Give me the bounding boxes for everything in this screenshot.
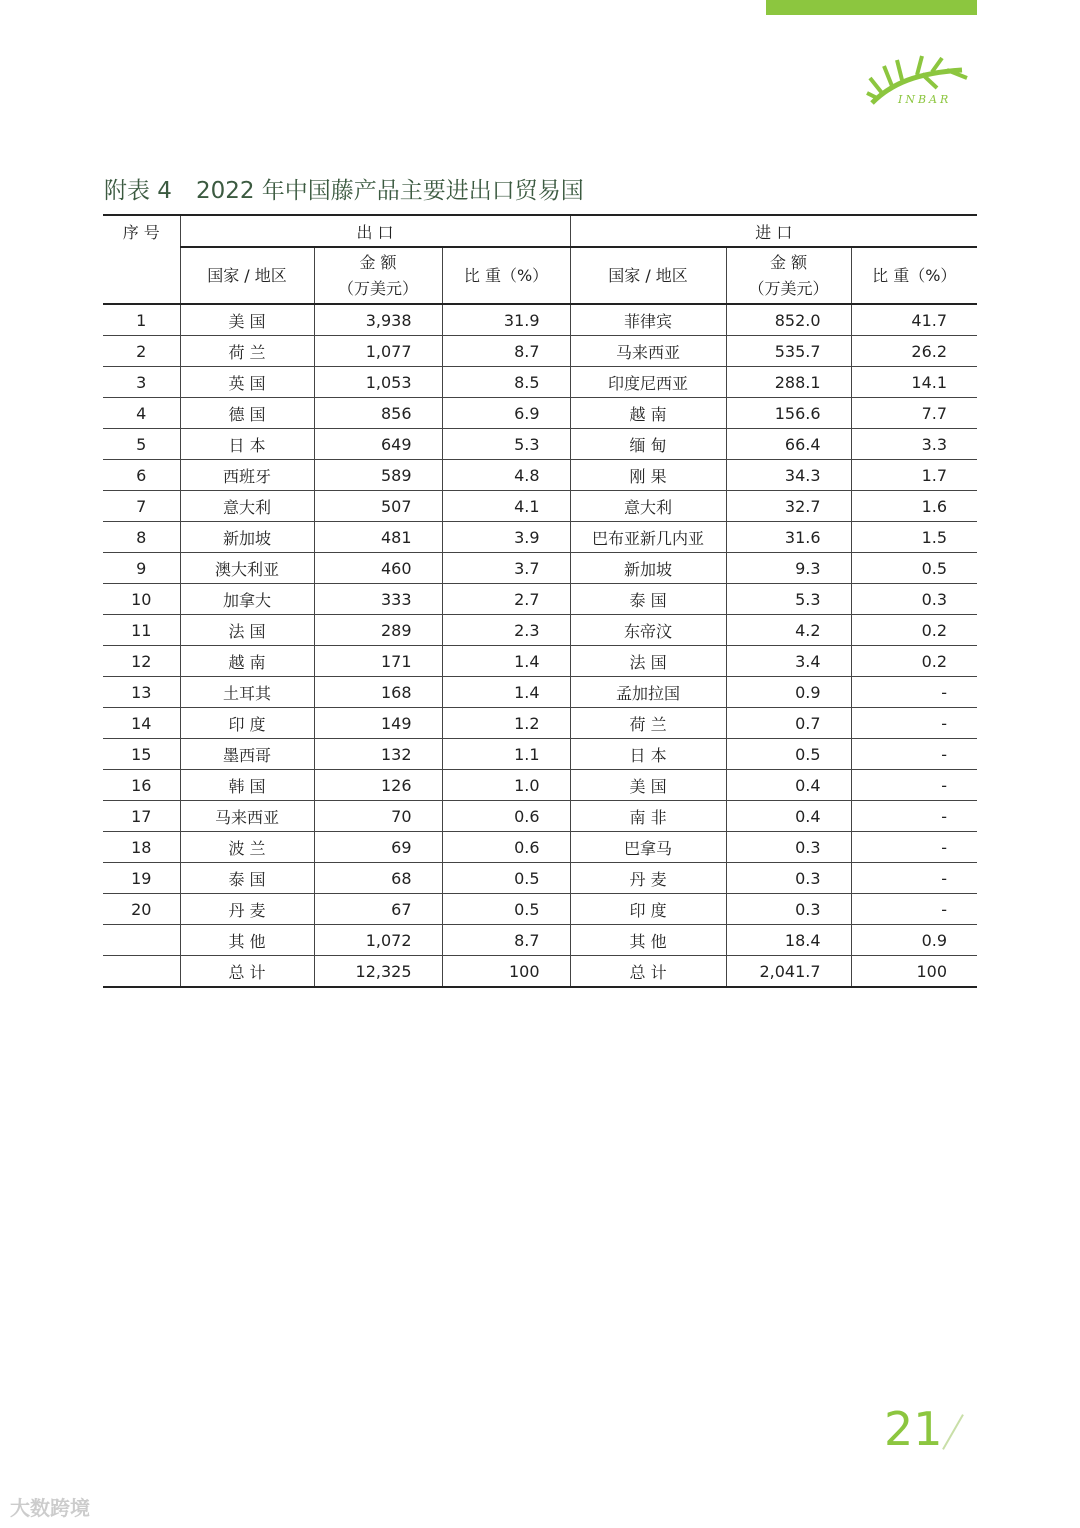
import-amount: 18.4 xyxy=(726,925,851,956)
table-row xyxy=(103,925,977,956)
header-export-share: 比 重（%） xyxy=(442,247,570,304)
export-share: 31.9 xyxy=(442,304,570,336)
table-row xyxy=(103,304,977,336)
import-share: - xyxy=(851,708,977,739)
export-country: 日 本 xyxy=(180,429,314,460)
table-row xyxy=(103,491,977,522)
export-share: 0.6 xyxy=(442,832,570,863)
table-row xyxy=(103,863,977,894)
header-export: 出 口 xyxy=(180,215,570,247)
table-row xyxy=(103,367,977,398)
import-share: - xyxy=(851,863,977,894)
export-share: 100 xyxy=(442,956,570,988)
import-share: 41.7 xyxy=(851,304,977,336)
import-country: 印 度 xyxy=(570,894,726,925)
import-amount: 0.7 xyxy=(726,708,851,739)
row-index: 9 xyxy=(103,553,180,584)
table-row xyxy=(103,832,977,863)
import-amount: 9.3 xyxy=(726,553,851,584)
import-share: 1.5 xyxy=(851,522,977,553)
import-share: 0.2 xyxy=(851,646,977,677)
import-amount: 66.4 xyxy=(726,429,851,460)
header-index: 序 号 xyxy=(103,215,180,304)
export-country: 德 国 xyxy=(180,398,314,429)
header-import-share: 比 重（%） xyxy=(851,247,977,304)
export-share: 2.3 xyxy=(442,615,570,646)
import-amount: 31.6 xyxy=(726,522,851,553)
row-index xyxy=(103,925,180,956)
import-share: - xyxy=(851,677,977,708)
import-country: 荷 兰 xyxy=(570,708,726,739)
export-share: 8.7 xyxy=(442,925,570,956)
export-amount: 3,938 xyxy=(314,304,442,336)
import-amount: 535.7 xyxy=(726,336,851,367)
import-share: - xyxy=(851,894,977,925)
export-country: 美 国 xyxy=(180,304,314,336)
export-amount: 171 xyxy=(314,646,442,677)
export-country: 韩 国 xyxy=(180,770,314,801)
export-amount: 333 xyxy=(314,584,442,615)
table-row xyxy=(103,708,977,739)
export-amount: 1,053 xyxy=(314,367,442,398)
import-amount: 0.4 xyxy=(726,801,851,832)
import-share: 7.7 xyxy=(851,398,977,429)
table-row xyxy=(103,677,977,708)
table-row xyxy=(103,584,977,615)
row-index: 5 xyxy=(103,429,180,460)
export-country: 泰 国 xyxy=(180,863,314,894)
logo-text: INBAR xyxy=(898,93,952,106)
table-row xyxy=(103,522,977,553)
row-index xyxy=(103,956,180,988)
export-share: 1.4 xyxy=(442,646,570,677)
trade-table xyxy=(103,214,977,988)
import-amount: 0.3 xyxy=(726,832,851,863)
import-amount: 0.4 xyxy=(726,770,851,801)
export-country: 加拿大 xyxy=(180,584,314,615)
import-country: 印度尼西亚 xyxy=(570,367,726,398)
import-share: 3.3 xyxy=(851,429,977,460)
table-row xyxy=(103,956,977,988)
export-share: 4.1 xyxy=(442,491,570,522)
row-index: 13 xyxy=(103,677,180,708)
row-index: 7 xyxy=(103,491,180,522)
export-country: 丹 麦 xyxy=(180,894,314,925)
export-country: 荷 兰 xyxy=(180,336,314,367)
import-country: 菲律宾 xyxy=(570,304,726,336)
row-index: 12 xyxy=(103,646,180,677)
import-country: 马来西亚 xyxy=(570,336,726,367)
row-index: 14 xyxy=(103,708,180,739)
table-row xyxy=(103,398,977,429)
import-amount: 0.5 xyxy=(726,739,851,770)
page-slash-decoration xyxy=(942,1414,964,1450)
export-amount: 481 xyxy=(314,522,442,553)
import-country: 总 计 xyxy=(570,956,726,988)
table-row xyxy=(103,801,977,832)
export-country: 新加坡 xyxy=(180,522,314,553)
header-import-amount: 金 额 （万美元） xyxy=(726,247,851,304)
export-country: 马来西亚 xyxy=(180,801,314,832)
import-amount: 2,041.7 xyxy=(726,956,851,988)
export-share: 0.5 xyxy=(442,894,570,925)
export-amount: 68 xyxy=(314,863,442,894)
export-share: 1.4 xyxy=(442,677,570,708)
import-country: 巴布亚新几内亚 xyxy=(570,522,726,553)
export-country: 土耳其 xyxy=(180,677,314,708)
row-index: 15 xyxy=(103,739,180,770)
header-import: 进 口 xyxy=(570,215,977,247)
export-amount: 649 xyxy=(314,429,442,460)
row-index: 10 xyxy=(103,584,180,615)
import-amount: 156.6 xyxy=(726,398,851,429)
row-index: 17 xyxy=(103,801,180,832)
row-index: 6 xyxy=(103,460,180,491)
export-share: 2.7 xyxy=(442,584,570,615)
import-share: - xyxy=(851,801,977,832)
import-share: 0.2 xyxy=(851,615,977,646)
export-amount: 460 xyxy=(314,553,442,584)
import-amount: 34.3 xyxy=(726,460,851,491)
row-index: 8 xyxy=(103,522,180,553)
table-row xyxy=(103,336,977,367)
import-share: - xyxy=(851,770,977,801)
import-amount: 32.7 xyxy=(726,491,851,522)
export-country: 墨西哥 xyxy=(180,739,314,770)
export-amount: 507 xyxy=(314,491,442,522)
import-amount: 4.2 xyxy=(726,615,851,646)
import-country: 泰 国 xyxy=(570,584,726,615)
table-caption: 2022 年中国藤产品主要进出口贸易国 xyxy=(195,178,584,204)
export-amount: 132 xyxy=(314,739,442,770)
watermark: 大数跨境 xyxy=(10,1496,90,1520)
export-country: 澳大利亚 xyxy=(180,553,314,584)
page-number: 21 xyxy=(884,1402,943,1456)
import-share: 26.2 xyxy=(851,336,977,367)
import-country: 法 国 xyxy=(570,646,726,677)
export-share: 0.6 xyxy=(442,801,570,832)
import-amount: 3.4 xyxy=(726,646,851,677)
table-row xyxy=(103,460,977,491)
export-country: 意大利 xyxy=(180,491,314,522)
export-amount: 12,325 xyxy=(314,956,442,988)
table-row xyxy=(103,770,977,801)
table-title xyxy=(104,172,608,205)
row-index: 2 xyxy=(103,336,180,367)
import-country: 新加坡 xyxy=(570,553,726,584)
export-amount: 126 xyxy=(314,770,442,801)
import-country: 孟加拉国 xyxy=(570,677,726,708)
export-country: 其 他 xyxy=(180,925,314,956)
table-row xyxy=(103,894,977,925)
export-amount: 70 xyxy=(314,801,442,832)
import-country: 丹 麦 xyxy=(570,863,726,894)
import-share: 1.7 xyxy=(851,460,977,491)
export-share: 4.8 xyxy=(442,460,570,491)
row-index: 1 xyxy=(103,304,180,336)
import-amount: 5.3 xyxy=(726,584,851,615)
import-country: 美 国 xyxy=(570,770,726,801)
table-row xyxy=(103,615,977,646)
header-export-country: 国家 / 地区 xyxy=(180,247,314,304)
export-country: 越 南 xyxy=(180,646,314,677)
table-row xyxy=(103,739,977,770)
table-row xyxy=(103,553,977,584)
export-share: 8.5 xyxy=(442,367,570,398)
export-share: 0.5 xyxy=(442,863,570,894)
import-amount: 288.1 xyxy=(726,367,851,398)
row-index: 18 xyxy=(103,832,180,863)
row-index: 16 xyxy=(103,770,180,801)
import-share: 0.9 xyxy=(851,925,977,956)
import-country: 意大利 xyxy=(570,491,726,522)
export-share: 1.0 xyxy=(442,770,570,801)
import-country: 东帝汶 xyxy=(570,615,726,646)
export-share: 5.3 xyxy=(442,429,570,460)
export-country: 波 兰 xyxy=(180,832,314,863)
import-country: 日 本 xyxy=(570,739,726,770)
table-row xyxy=(103,646,977,677)
export-share: 1.2 xyxy=(442,708,570,739)
export-share: 1.1 xyxy=(442,739,570,770)
row-index: 3 xyxy=(103,367,180,398)
import-country: 刚 果 xyxy=(570,460,726,491)
row-index: 20 xyxy=(103,894,180,925)
row-index: 11 xyxy=(103,615,180,646)
row-index: 4 xyxy=(103,398,180,429)
header-import-country: 国家 / 地区 xyxy=(570,247,726,304)
import-share: 1.6 xyxy=(851,491,977,522)
import-share: - xyxy=(851,739,977,770)
export-share: 3.7 xyxy=(442,553,570,584)
export-amount: 67 xyxy=(314,894,442,925)
import-share: - xyxy=(851,832,977,863)
row-index: 19 xyxy=(103,863,180,894)
export-share: 3.9 xyxy=(442,522,570,553)
export-amount: 1,072 xyxy=(314,925,442,956)
import-share: 100 xyxy=(851,956,977,988)
export-amount: 589 xyxy=(314,460,442,491)
export-amount: 289 xyxy=(314,615,442,646)
export-amount: 69 xyxy=(314,832,442,863)
import-amount: 0.3 xyxy=(726,894,851,925)
import-country: 其 他 xyxy=(570,925,726,956)
import-amount: 0.9 xyxy=(726,677,851,708)
import-share: 0.3 xyxy=(851,584,977,615)
export-share: 6.9 xyxy=(442,398,570,429)
table-row xyxy=(103,429,977,460)
import-country: 南 非 xyxy=(570,801,726,832)
export-share: 8.7 xyxy=(442,336,570,367)
import-amount: 852.0 xyxy=(726,304,851,336)
header-export-amount: 金 额 （万美元） xyxy=(314,247,442,304)
export-amount: 856 xyxy=(314,398,442,429)
export-country: 印 度 xyxy=(180,708,314,739)
import-share: 0.5 xyxy=(851,553,977,584)
import-share: 14.1 xyxy=(851,367,977,398)
export-amount: 1,077 xyxy=(314,336,442,367)
export-amount: 168 xyxy=(314,677,442,708)
import-amount: 0.3 xyxy=(726,863,851,894)
import-country: 巴拿马 xyxy=(570,832,726,863)
export-country: 西班牙 xyxy=(180,460,314,491)
import-country: 越 南 xyxy=(570,398,726,429)
table-label: 附表 4 xyxy=(104,178,172,204)
import-country: 缅 甸 xyxy=(570,429,726,460)
export-country: 法 国 xyxy=(180,615,314,646)
export-amount: 149 xyxy=(314,708,442,739)
export-country: 英 国 xyxy=(180,367,314,398)
export-country: 总 计 xyxy=(180,956,314,988)
top-accent-bar xyxy=(766,0,977,15)
